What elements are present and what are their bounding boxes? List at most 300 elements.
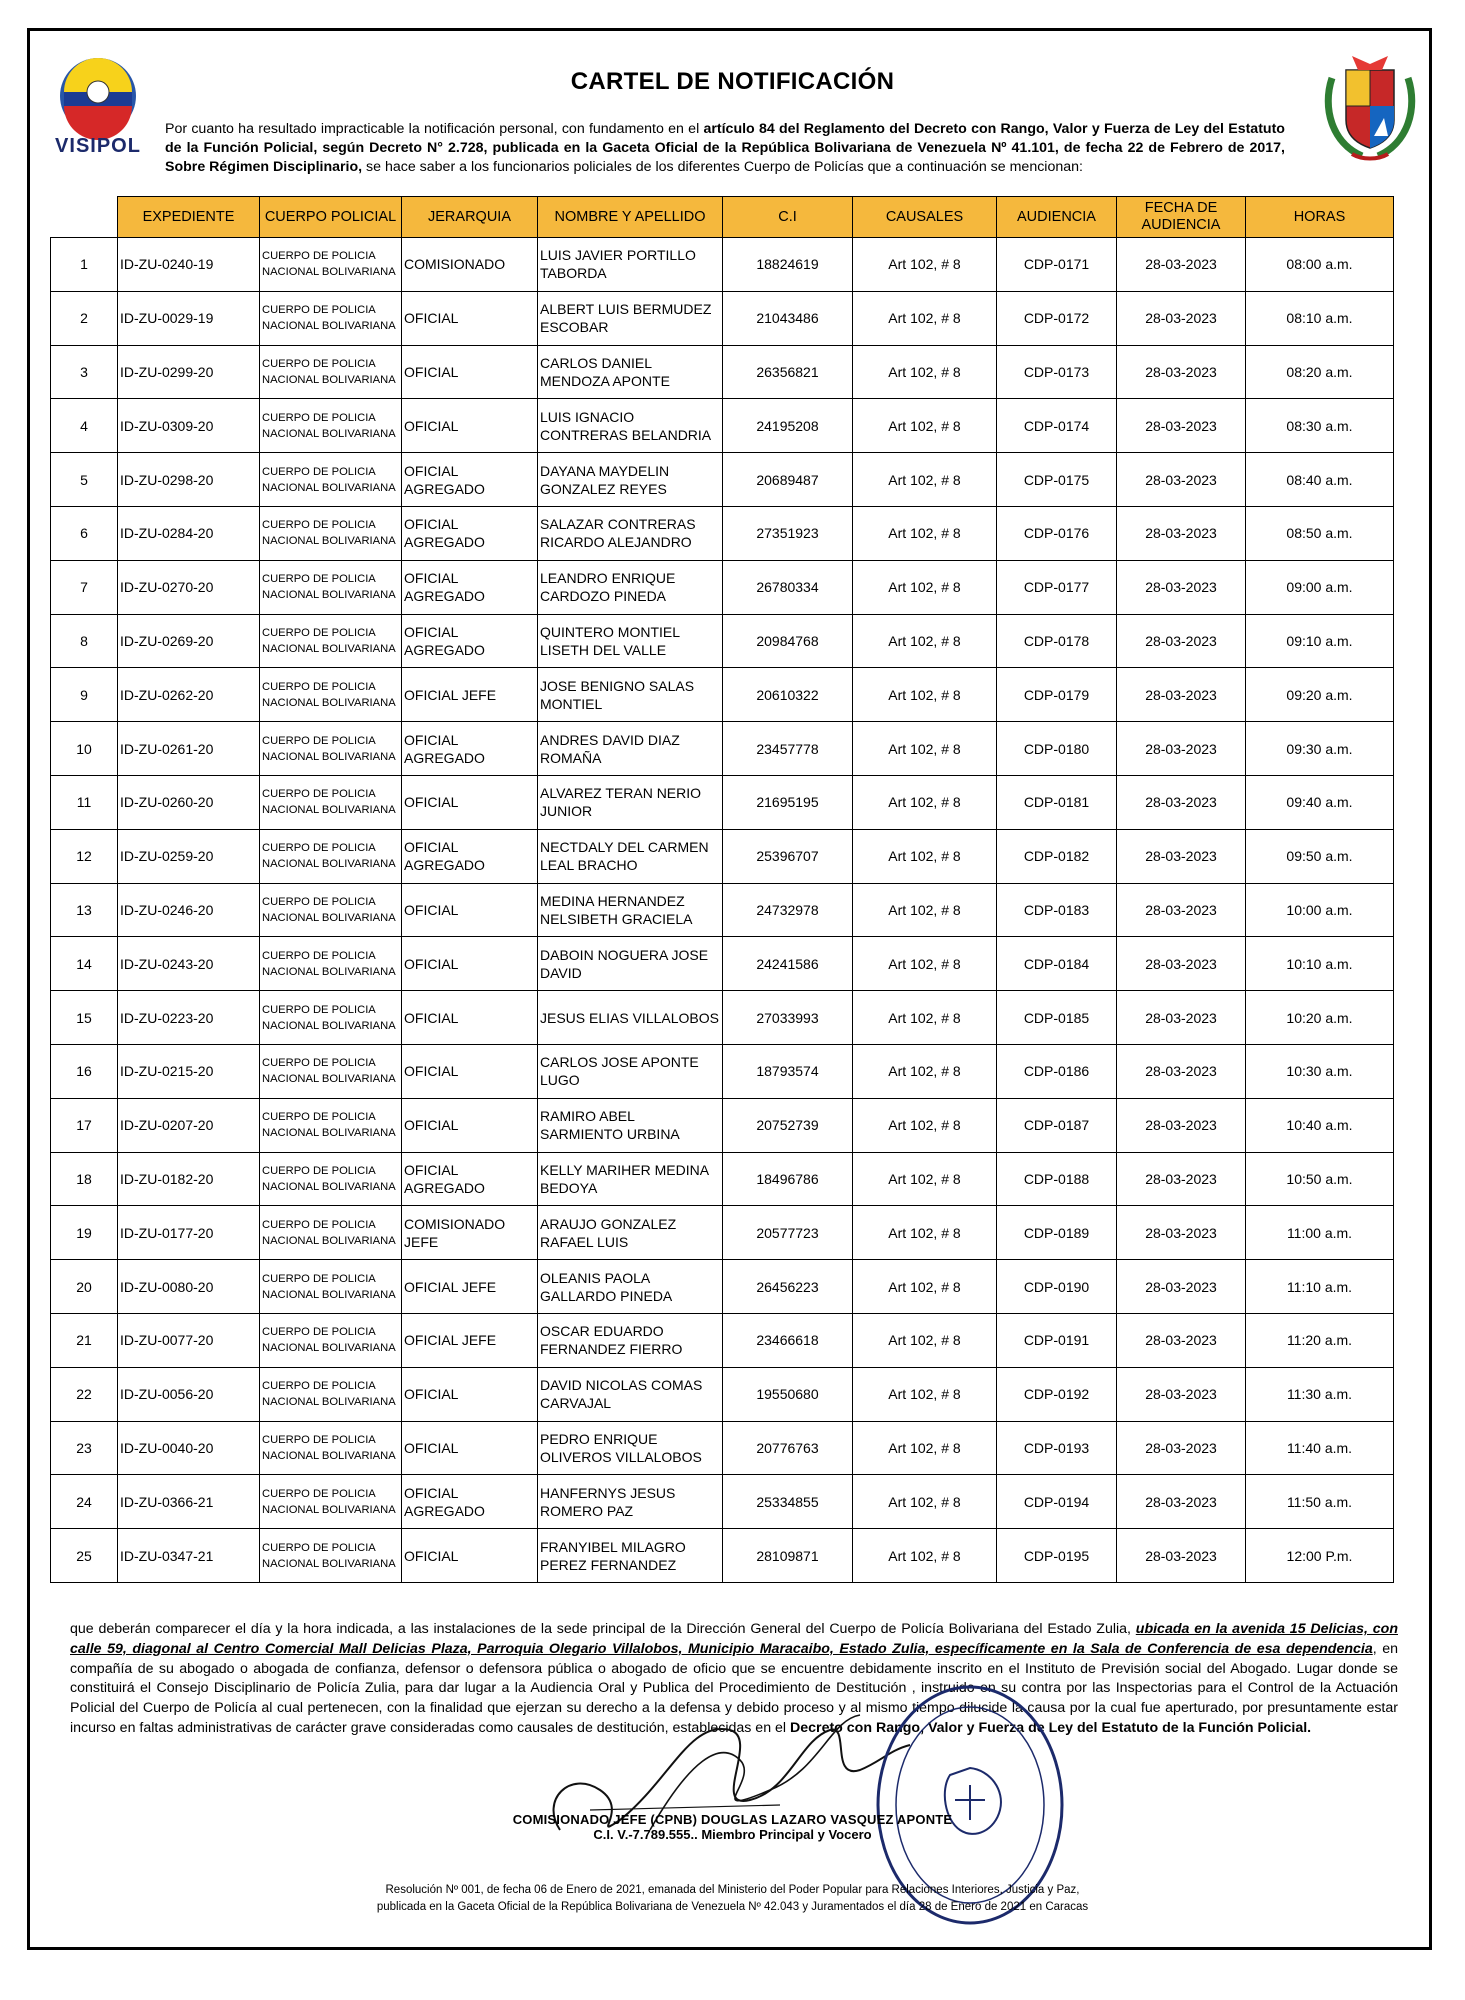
cuerpo-policial-cell: CUERPO DE POLICIA NACIONAL BOLIVARIANA: [260, 399, 402, 453]
row-number: 18: [51, 1152, 118, 1206]
expediente-cell: ID-ZU-0056-20: [118, 1367, 260, 1421]
intro-text-1: Por cuanto ha resultado impracticable la notificación personal, con fundamento en el: [165, 121, 704, 137]
causales-cell: Art 102, # 8: [853, 1206, 997, 1260]
ci-cell: 21043486: [723, 291, 853, 345]
row-number: 14: [51, 937, 118, 991]
row-number: 2: [51, 291, 118, 345]
ci-cell: 27351923: [723, 506, 853, 560]
nombre-cell: ALVAREZ TERAN NERIO JUNIOR: [538, 775, 723, 829]
nombre-cell: JESUS ELIAS VILLALOBOS: [538, 991, 723, 1045]
audiencia-cell: CDP-0189: [997, 1206, 1117, 1260]
expediente-cell: ID-ZU-0029-19: [118, 291, 260, 345]
header-cuerpo-policial: CUERPO POLICIAL: [260, 197, 402, 238]
horas-cell: 08:10 a.m.: [1246, 291, 1394, 345]
jerarquia-cell: OFICIAL AGREGADO: [402, 453, 538, 507]
nombre-cell: DABOIN NOGUERA JOSE DAVID: [538, 937, 723, 991]
jerarquia-cell: COMISIONADO: [402, 238, 538, 292]
audiencia-cell: CDP-0174: [997, 399, 1117, 453]
nombre-cell: OSCAR EDUARDO FERNANDEZ FIERRO: [538, 1313, 723, 1367]
signatory-name: COMISIONADO JEFE (CPNB) DOUGLAS LAZARO VASQUEZ APONTE: [512, 1812, 953, 1827]
jerarquia-cell: OFICIAL JEFE: [402, 1260, 538, 1314]
horas-cell: 09:20 a.m.: [1246, 668, 1394, 722]
ci-cell: 25396707: [723, 829, 853, 883]
nombre-cell: ANDRES DAVID DIAZ ROMAÑA: [538, 722, 723, 776]
causales-cell: Art 102, # 8: [853, 1044, 997, 1098]
jerarquia-cell: OFICIAL: [402, 1098, 538, 1152]
jerarquia-cell: OFICIAL: [402, 775, 538, 829]
horas-cell: 10:20 a.m.: [1246, 991, 1394, 1045]
horas-cell: 08:40 a.m.: [1246, 453, 1394, 507]
nombre-cell: CARLOS DANIEL MENDOZA APONTE: [538, 345, 723, 399]
causales-cell: Art 102, # 8: [853, 506, 997, 560]
fecha-cell: 28-03-2023: [1117, 1152, 1246, 1206]
jerarquia-cell: OFICIAL: [402, 937, 538, 991]
row-number: 17: [51, 1098, 118, 1152]
table-row: [51, 399, 1394, 453]
jerarquia-cell: OFICIAL: [402, 1044, 538, 1098]
audiencia-cell: CDP-0182: [997, 829, 1117, 883]
fecha-cell: 28-03-2023: [1117, 1313, 1246, 1367]
causales-cell: Art 102, # 8: [853, 238, 997, 292]
header-ci: C.I: [723, 197, 853, 238]
expediente-cell: ID-ZU-0309-20: [118, 399, 260, 453]
expediente-cell: ID-ZU-0177-20: [118, 1206, 260, 1260]
cuerpo-policial-cell: CUERPO DE POLICIA NACIONAL BOLIVARIANA: [260, 1421, 402, 1475]
causales-cell: Art 102, # 8: [853, 614, 997, 668]
coat-of-arms-logo: [1322, 48, 1418, 166]
audiencia-cell: CDP-0181: [997, 775, 1117, 829]
causales-cell: Art 102, # 8: [853, 1098, 997, 1152]
jerarquia-cell: OFICIAL: [402, 291, 538, 345]
intro-paragraph: [165, 120, 1285, 177]
ci-cell: 23457778: [723, 722, 853, 776]
jerarquia-cell: OFICIAL AGREGADO: [402, 614, 538, 668]
table-row: [51, 829, 1394, 883]
horas-cell: 11:00 a.m.: [1246, 1206, 1394, 1260]
cuerpo-policial-cell: CUERPO DE POLICIA NACIONAL BOLIVARIANA: [260, 775, 402, 829]
expediente-cell: ID-ZU-0240-19: [118, 238, 260, 292]
jerarquia-cell: OFICIAL JEFE: [402, 668, 538, 722]
closing-decree: Decreto con Rango, Valor y Fuerza de Ley del Estatuto de la Función Policial.: [790, 1719, 1312, 1736]
ci-cell: 26356821: [723, 345, 853, 399]
ci-cell: 25334855: [723, 1475, 853, 1529]
causales-cell: Art 102, # 8: [853, 1367, 997, 1421]
audiencia-cell: CDP-0178: [997, 614, 1117, 668]
audiencia-cell: CDP-0171: [997, 238, 1117, 292]
fecha-cell: 28-03-2023: [1117, 722, 1246, 776]
row-number: 15: [51, 991, 118, 1045]
causales-cell: Art 102, # 8: [853, 1152, 997, 1206]
causales-cell: Art 102, # 8: [853, 991, 997, 1045]
horas-cell: 11:50 a.m.: [1246, 1475, 1394, 1529]
jerarquia-cell: OFICIAL JEFE: [402, 1313, 538, 1367]
jerarquia-cell: OFICIAL AGREGADO: [402, 1475, 538, 1529]
row-number: 25: [51, 1529, 118, 1583]
header-jerarquia: JERARQUIA: [402, 197, 538, 238]
row-number: 8: [51, 614, 118, 668]
fecha-cell: 28-03-2023: [1117, 991, 1246, 1045]
audiencia-cell: CDP-0176: [997, 506, 1117, 560]
nombre-cell: SALAZAR CONTRERAS RICARDO ALEJANDRO: [538, 506, 723, 560]
nombre-cell: LUIS IGNACIO CONTRERAS BELANDRIA: [538, 399, 723, 453]
audiencia-cell: CDP-0173: [997, 345, 1117, 399]
ci-cell: 20689487: [723, 453, 853, 507]
expediente-cell: ID-ZU-0261-20: [118, 722, 260, 776]
nombre-cell: CARLOS JOSE APONTE LUGO: [538, 1044, 723, 1098]
audiencia-cell: CDP-0179: [997, 668, 1117, 722]
horas-cell: 12:00 P.m.: [1246, 1529, 1394, 1583]
ci-cell: 21695195: [723, 775, 853, 829]
fecha-cell: 28-03-2023: [1117, 238, 1246, 292]
ci-cell: 26780334: [723, 560, 853, 614]
horas-cell: 09:00 a.m.: [1246, 560, 1394, 614]
cuerpo-policial-cell: CUERPO DE POLICIA NACIONAL BOLIVARIANA: [260, 1260, 402, 1314]
expediente-cell: ID-ZU-0246-20: [118, 883, 260, 937]
audiencia-cell: CDP-0193: [997, 1421, 1117, 1475]
causales-cell: Art 102, # 8: [853, 560, 997, 614]
row-number: 16: [51, 1044, 118, 1098]
ci-cell: 24195208: [723, 399, 853, 453]
table-row: [51, 1260, 1394, 1314]
table-row: [51, 1475, 1394, 1529]
expediente-cell: ID-ZU-0215-20: [118, 1044, 260, 1098]
ci-cell: 20610322: [723, 668, 853, 722]
nombre-cell: PEDRO ENRIQUE OLIVEROS VILLALOBOS: [538, 1421, 723, 1475]
expediente-cell: ID-ZU-0259-20: [118, 829, 260, 883]
cuerpo-policial-cell: CUERPO DE POLICIA NACIONAL BOLIVARIANA: [260, 1313, 402, 1367]
header-causales: CAUSALES: [853, 197, 997, 238]
row-number: 22: [51, 1367, 118, 1421]
expediente-cell: ID-ZU-0299-20: [118, 345, 260, 399]
cuerpo-policial-cell: CUERPO DE POLICIA NACIONAL BOLIVARIANA: [260, 345, 402, 399]
expediente-cell: ID-ZU-0080-20: [118, 1260, 260, 1314]
fecha-cell: 28-03-2023: [1117, 1260, 1246, 1314]
footer-resolution: [0, 1882, 1465, 1916]
ci-cell: 27033993: [723, 991, 853, 1045]
fecha-cell: 28-03-2023: [1117, 937, 1246, 991]
causales-cell: Art 102, # 8: [853, 883, 997, 937]
ci-cell: 18824619: [723, 238, 853, 292]
footer-line-1: Resolución Nº 001, de fecha 06 de Enero de 2021, emanada del Ministerio del Poder Popular para Relaciones Interiores, Justicia y Paz,: [385, 1884, 1080, 1896]
intro-text-2: se hace saber a los funcionarios policiales de los diferentes Cuerpo de Policías que a continuación se mencionan:: [362, 159, 1083, 175]
fecha-cell: 28-03-2023: [1117, 1367, 1246, 1421]
closing-address: ubicada en la avenida 15 Delicias, con calle 59, diagonal al Centro Comercial Mall Delicias Plaza, Parroquia Olegario Villalobos, Municipio Maracaibo, Estado Zulia, específicamente en la Sala de Conferencia de esa dependencia: [70, 1621, 1398, 1657]
ci-cell: 18496786: [723, 1152, 853, 1206]
fecha-cell: 28-03-2023: [1117, 453, 1246, 507]
audiencia-cell: CDP-0188: [997, 1152, 1117, 1206]
row-number: 12: [51, 829, 118, 883]
cuerpo-policial-cell: CUERPO DE POLICIA NACIONAL BOLIVARIANA: [260, 722, 402, 776]
ci-cell: 20984768: [723, 614, 853, 668]
audiencia-cell: CDP-0194: [997, 1475, 1117, 1529]
row-number: 7: [51, 560, 118, 614]
horas-cell: 08:30 a.m.: [1246, 399, 1394, 453]
nombre-cell: HANFERNYS JESUS ROMERO PAZ: [538, 1475, 723, 1529]
causales-cell: Art 102, # 8: [853, 453, 997, 507]
fecha-cell: 28-03-2023: [1117, 1098, 1246, 1152]
causales-cell: Art 102, # 8: [853, 937, 997, 991]
ci-cell: 24732978: [723, 883, 853, 937]
cuerpo-policial-cell: CUERPO DE POLICIA NACIONAL BOLIVARIANA: [260, 291, 402, 345]
cuerpo-policial-cell: CUERPO DE POLICIA NACIONAL BOLIVARIANA: [260, 829, 402, 883]
audiencia-cell: CDP-0180: [997, 722, 1117, 776]
fecha-cell: 28-03-2023: [1117, 506, 1246, 560]
cuerpo-policial-cell: CUERPO DE POLICIA NACIONAL BOLIVARIANA: [260, 560, 402, 614]
row-number: 5: [51, 453, 118, 507]
expediente-cell: ID-ZU-0366-21: [118, 1475, 260, 1529]
expediente-cell: ID-ZU-0298-20: [118, 453, 260, 507]
cuerpo-policial-cell: CUERPO DE POLICIA NACIONAL BOLIVARIANA: [260, 991, 402, 1045]
table-row: [51, 883, 1394, 937]
row-number: 19: [51, 1206, 118, 1260]
expediente-cell: ID-ZU-0260-20: [118, 775, 260, 829]
cuerpo-policial-cell: CUERPO DE POLICIA NACIONAL BOLIVARIANA: [260, 937, 402, 991]
causales-cell: Art 102, # 8: [853, 1421, 997, 1475]
header-index-blank: [51, 197, 118, 238]
header-horas: HORAS: [1246, 197, 1394, 238]
fecha-cell: 28-03-2023: [1117, 614, 1246, 668]
nombre-cell: DAVID NICOLAS COMAS CARVAJAL: [538, 1367, 723, 1421]
cuerpo-policial-cell: CUERPO DE POLICIA NACIONAL BOLIVARIANA: [260, 1206, 402, 1260]
expediente-cell: ID-ZU-0207-20: [118, 1098, 260, 1152]
header-expediente: EXPEDIENTE: [118, 197, 260, 238]
table-row: [51, 1152, 1394, 1206]
fecha-cell: 28-03-2023: [1117, 1529, 1246, 1583]
causales-cell: Art 102, # 8: [853, 1313, 997, 1367]
row-number: 6: [51, 506, 118, 560]
fecha-cell: 28-03-2023: [1117, 1475, 1246, 1529]
header-audiencia: AUDIENCIA: [997, 197, 1117, 238]
expediente-cell: ID-ZU-0243-20: [118, 937, 260, 991]
jerarquia-cell: OFICIAL AGREGADO: [402, 560, 538, 614]
table-row: [51, 238, 1394, 292]
expediente-cell: ID-ZU-0223-20: [118, 991, 260, 1045]
ci-cell: 24241586: [723, 937, 853, 991]
horas-cell: 10:00 a.m.: [1246, 883, 1394, 937]
table-row: [51, 614, 1394, 668]
table-row: [51, 1367, 1394, 1421]
ci-cell: 19550680: [723, 1367, 853, 1421]
table-row: [51, 1529, 1394, 1583]
jerarquia-cell: OFICIAL AGREGADO: [402, 722, 538, 776]
ci-cell: 20752739: [723, 1098, 853, 1152]
nombre-cell: QUINTERO MONTIEL LISETH DEL VALLE: [538, 614, 723, 668]
jerarquia-cell: OFICIAL: [402, 991, 538, 1045]
horas-cell: 08:50 a.m.: [1246, 506, 1394, 560]
causales-cell: Art 102, # 8: [853, 1529, 997, 1583]
header-fecha-audiencia: FECHA DE AUDIENCIA: [1117, 197, 1246, 238]
closing-text-2: , en compañía de su abogado o abogada de confianza, defensor o defensora pública o abogado de oficio que se encuentre debidamente inscrito en el Instituto de Previsión social del Abogado. Lugar donde se constituirá el Consejo Disciplinario de Policía Zulia, para dar lugar a la Audiencia Oral y Publica del Procedimiento de Destitución , instruido en su contra por las Inspectorias para el Control de la Actuación Policial del Cuerpo de Policía al cual pertenecen, con la finalidad que ejerzan su derecho a la defensa y debido proceso y al mismo tiempo dilucide la causa por la cual fue aperturado, por presuntamente estar incurso en faltas administrativas de carácter grave consideradas como causales de destitución, establecidas en el: [70, 1640, 1399, 1736]
cuerpo-policial-cell: CUERPO DE POLICIA NACIONAL BOLIVARIANA: [260, 238, 402, 292]
table-row: [51, 1098, 1394, 1152]
jerarquia-cell: OFICIAL: [402, 883, 538, 937]
row-number: 1: [51, 238, 118, 292]
intro-text-bold: artículo 84 del Reglamento del Decreto con Rango, Valor y Fuerza de Ley del Estatuto de la Función Policial, según Decreto N° 2.728, publicada en la Gaceta Oficial de la República Bolivariana de Venezuela Nº 41.101, de fecha 22 de Febrero de 2017, Sobre Régimen Disciplinario,: [165, 121, 1285, 175]
nombre-cell: LEANDRO ENRIQUE CARDOZO PINEDA: [538, 560, 723, 614]
jerarquia-cell: OFICIAL: [402, 345, 538, 399]
notification-table: [50, 196, 1394, 1583]
nombre-cell: ALBERT LUIS BERMUDEZ ESCOBAR: [538, 291, 723, 345]
expediente-cell: ID-ZU-0269-20: [118, 614, 260, 668]
audiencia-cell: CDP-0191: [997, 1313, 1117, 1367]
fecha-cell: 28-03-2023: [1117, 291, 1246, 345]
table-row: [51, 722, 1394, 776]
horas-cell: 09:40 a.m.: [1246, 775, 1394, 829]
table-row: [51, 775, 1394, 829]
fecha-cell: 28-03-2023: [1117, 1206, 1246, 1260]
page-title: CARTEL DE NOTIFICACIÓN: [570, 68, 895, 95]
signature-block: [0, 1812, 1465, 1842]
visipol-logo-text: VISIPOL: [55, 135, 141, 157]
closing-text-1: que deberán comparecer el día y la hora indicada, a las instalaciones de la sede principal de la Dirección General del Cuerpo de Policía Bolivariana del Estado Zulia,: [70, 1621, 1136, 1637]
row-number: 9: [51, 668, 118, 722]
table-row: [51, 453, 1394, 507]
horas-cell: 10:10 a.m.: [1246, 937, 1394, 991]
horas-cell: 09:50 a.m.: [1246, 829, 1394, 883]
row-number: 10: [51, 722, 118, 776]
horas-cell: 10:30 a.m.: [1246, 1044, 1394, 1098]
nombre-cell: RAMIRO ABEL SARMIENTO URBINA: [538, 1098, 723, 1152]
cuerpo-policial-cell: CUERPO DE POLICIA NACIONAL BOLIVARIANA: [260, 1044, 402, 1098]
row-number: 24: [51, 1475, 118, 1529]
table-row: [51, 937, 1394, 991]
horas-cell: 11:10 a.m.: [1246, 1260, 1394, 1314]
audiencia-cell: CDP-0185: [997, 991, 1117, 1045]
horas-cell: 11:20 a.m.: [1246, 1313, 1394, 1367]
causales-cell: Art 102, # 8: [853, 345, 997, 399]
cuerpo-policial-cell: CUERPO DE POLICIA NACIONAL BOLIVARIANA: [260, 614, 402, 668]
signatory-id: C.I. V.-7.789.555.. Miembro Principal y Vocero: [593, 1827, 872, 1842]
footer-line-2: publicada en la Gaceta Oficial de la República Bolivariana de Venezuela Nº 42.043 y Juramentados el día 28 de Enero de 2021 en Caracas: [376, 1901, 1089, 1913]
audiencia-cell: CDP-0192: [997, 1367, 1117, 1421]
row-number: 4: [51, 399, 118, 453]
ci-cell: 18793574: [723, 1044, 853, 1098]
audiencia-cell: CDP-0183: [997, 883, 1117, 937]
expediente-cell: ID-ZU-0182-20: [118, 1152, 260, 1206]
row-number: 20: [51, 1260, 118, 1314]
causales-cell: Art 102, # 8: [853, 775, 997, 829]
table-header-row: [51, 197, 1394, 238]
jerarquia-cell: OFICIAL: [402, 1421, 538, 1475]
horas-cell: 09:30 a.m.: [1246, 722, 1394, 776]
row-number: 23: [51, 1421, 118, 1475]
nombre-cell: FRANYIBEL MILAGRO PEREZ FERNANDEZ: [538, 1529, 723, 1583]
audiencia-cell: CDP-0187: [997, 1098, 1117, 1152]
horas-cell: 08:20 a.m.: [1246, 345, 1394, 399]
audiencia-cell: CDP-0186: [997, 1044, 1117, 1098]
causales-cell: Art 102, # 8: [853, 291, 997, 345]
nombre-cell: MEDINA HERNANDEZ NELSIBETH GRACIELA: [538, 883, 723, 937]
expediente-cell: ID-ZU-0262-20: [118, 668, 260, 722]
cuerpo-policial-cell: CUERPO DE POLICIA NACIONAL BOLIVARIANA: [260, 1529, 402, 1583]
header-nombre-apellido: NOMBRE Y APELLIDO: [538, 197, 723, 238]
fecha-cell: 28-03-2023: [1117, 775, 1246, 829]
table-row: [51, 1313, 1394, 1367]
nombre-cell: DAYANA MAYDELIN GONZALEZ REYES: [538, 453, 723, 507]
table-row: [51, 506, 1394, 560]
fecha-cell: 28-03-2023: [1117, 1421, 1246, 1475]
horas-cell: 09:10 a.m.: [1246, 614, 1394, 668]
jerarquia-cell: COMISIONADO JEFE: [402, 1206, 538, 1260]
fecha-cell: 28-03-2023: [1117, 399, 1246, 453]
table-row: [51, 560, 1394, 614]
horas-cell: 11:40 a.m.: [1246, 1421, 1394, 1475]
horas-cell: 11:30 a.m.: [1246, 1367, 1394, 1421]
nombre-cell: JOSE BENIGNO SALAS MONTIEL: [538, 668, 723, 722]
fecha-cell: 28-03-2023: [1117, 668, 1246, 722]
audiencia-cell: CDP-0177: [997, 560, 1117, 614]
jerarquia-cell: OFICIAL: [402, 399, 538, 453]
audiencia-cell: CDP-0175: [997, 453, 1117, 507]
row-number: 3: [51, 345, 118, 399]
causales-cell: Art 102, # 8: [853, 1260, 997, 1314]
cuerpo-policial-cell: CUERPO DE POLICIA NACIONAL BOLIVARIANA: [260, 1098, 402, 1152]
audiencia-cell: CDP-0195: [997, 1529, 1117, 1583]
causales-cell: Art 102, # 8: [853, 399, 997, 453]
expediente-cell: ID-ZU-0270-20: [118, 560, 260, 614]
fecha-cell: 28-03-2023: [1117, 883, 1246, 937]
expediente-cell: ID-ZU-0040-20: [118, 1421, 260, 1475]
row-number: 11: [51, 775, 118, 829]
cuerpo-policial-cell: CUERPO DE POLICIA NACIONAL BOLIVARIANA: [260, 1152, 402, 1206]
nombre-cell: ARAUJO GONZALEZ RAFAEL LUIS: [538, 1206, 723, 1260]
table-row: [51, 345, 1394, 399]
table-row: [51, 1421, 1394, 1475]
cuerpo-policial-cell: CUERPO DE POLICIA NACIONAL BOLIVARIANA: [260, 1367, 402, 1421]
fecha-cell: 28-03-2023: [1117, 345, 1246, 399]
causales-cell: Art 102, # 8: [853, 1475, 997, 1529]
nombre-cell: KELLY MARIHER MEDINA BEDOYA: [538, 1152, 723, 1206]
cuerpo-policial-cell: CUERPO DE POLICIA NACIONAL BOLIVARIANA: [260, 668, 402, 722]
cuerpo-policial-cell: CUERPO DE POLICIA NACIONAL BOLIVARIANA: [260, 453, 402, 507]
audiencia-cell: CDP-0190: [997, 1260, 1117, 1314]
cuerpo-policial-cell: CUERPO DE POLICIA NACIONAL BOLIVARIANA: [260, 1475, 402, 1529]
table-row: [51, 668, 1394, 722]
jerarquia-cell: OFICIAL AGREGADO: [402, 1152, 538, 1206]
jerarquia-cell: OFICIAL AGREGADO: [402, 829, 538, 883]
causales-cell: Art 102, # 8: [853, 829, 997, 883]
table-row: [51, 1044, 1394, 1098]
horas-cell: 10:50 a.m.: [1246, 1152, 1394, 1206]
fecha-cell: 28-03-2023: [1117, 560, 1246, 614]
causales-cell: Art 102, # 8: [853, 668, 997, 722]
cuerpo-policial-cell: CUERPO DE POLICIA NACIONAL BOLIVARIANA: [260, 883, 402, 937]
jerarquia-cell: OFICIAL AGREGADO: [402, 506, 538, 560]
ci-cell: 20577723: [723, 1206, 853, 1260]
causales-cell: Art 102, # 8: [853, 722, 997, 776]
table-row: [51, 991, 1394, 1045]
nombre-cell: OLEANIS PAOLA GALLARDO PINEDA: [538, 1260, 723, 1314]
audiencia-cell: CDP-0172: [997, 291, 1117, 345]
ci-cell: 23466618: [723, 1313, 853, 1367]
cuerpo-policial-cell: CUERPO DE POLICIA NACIONAL BOLIVARIANA: [260, 506, 402, 560]
table-row: [51, 1206, 1394, 1260]
ci-cell: 26456223: [723, 1260, 853, 1314]
row-number: 13: [51, 883, 118, 937]
horas-cell: 10:40 a.m.: [1246, 1098, 1394, 1152]
expediente-cell: ID-ZU-0284-20: [118, 506, 260, 560]
jerarquia-cell: OFICIAL: [402, 1367, 538, 1421]
nombre-cell: NECTDALY DEL CARMEN LEAL BRACHO: [538, 829, 723, 883]
horas-cell: 08:00 a.m.: [1246, 238, 1394, 292]
fecha-cell: 28-03-2023: [1117, 1044, 1246, 1098]
fecha-cell: 28-03-2023: [1117, 829, 1246, 883]
expediente-cell: ID-ZU-0347-21: [118, 1529, 260, 1583]
ci-cell: 20776763: [723, 1421, 853, 1475]
row-number: 21: [51, 1313, 118, 1367]
expediente-cell: ID-ZU-0077-20: [118, 1313, 260, 1367]
jerarquia-cell: OFICIAL: [402, 1529, 538, 1583]
